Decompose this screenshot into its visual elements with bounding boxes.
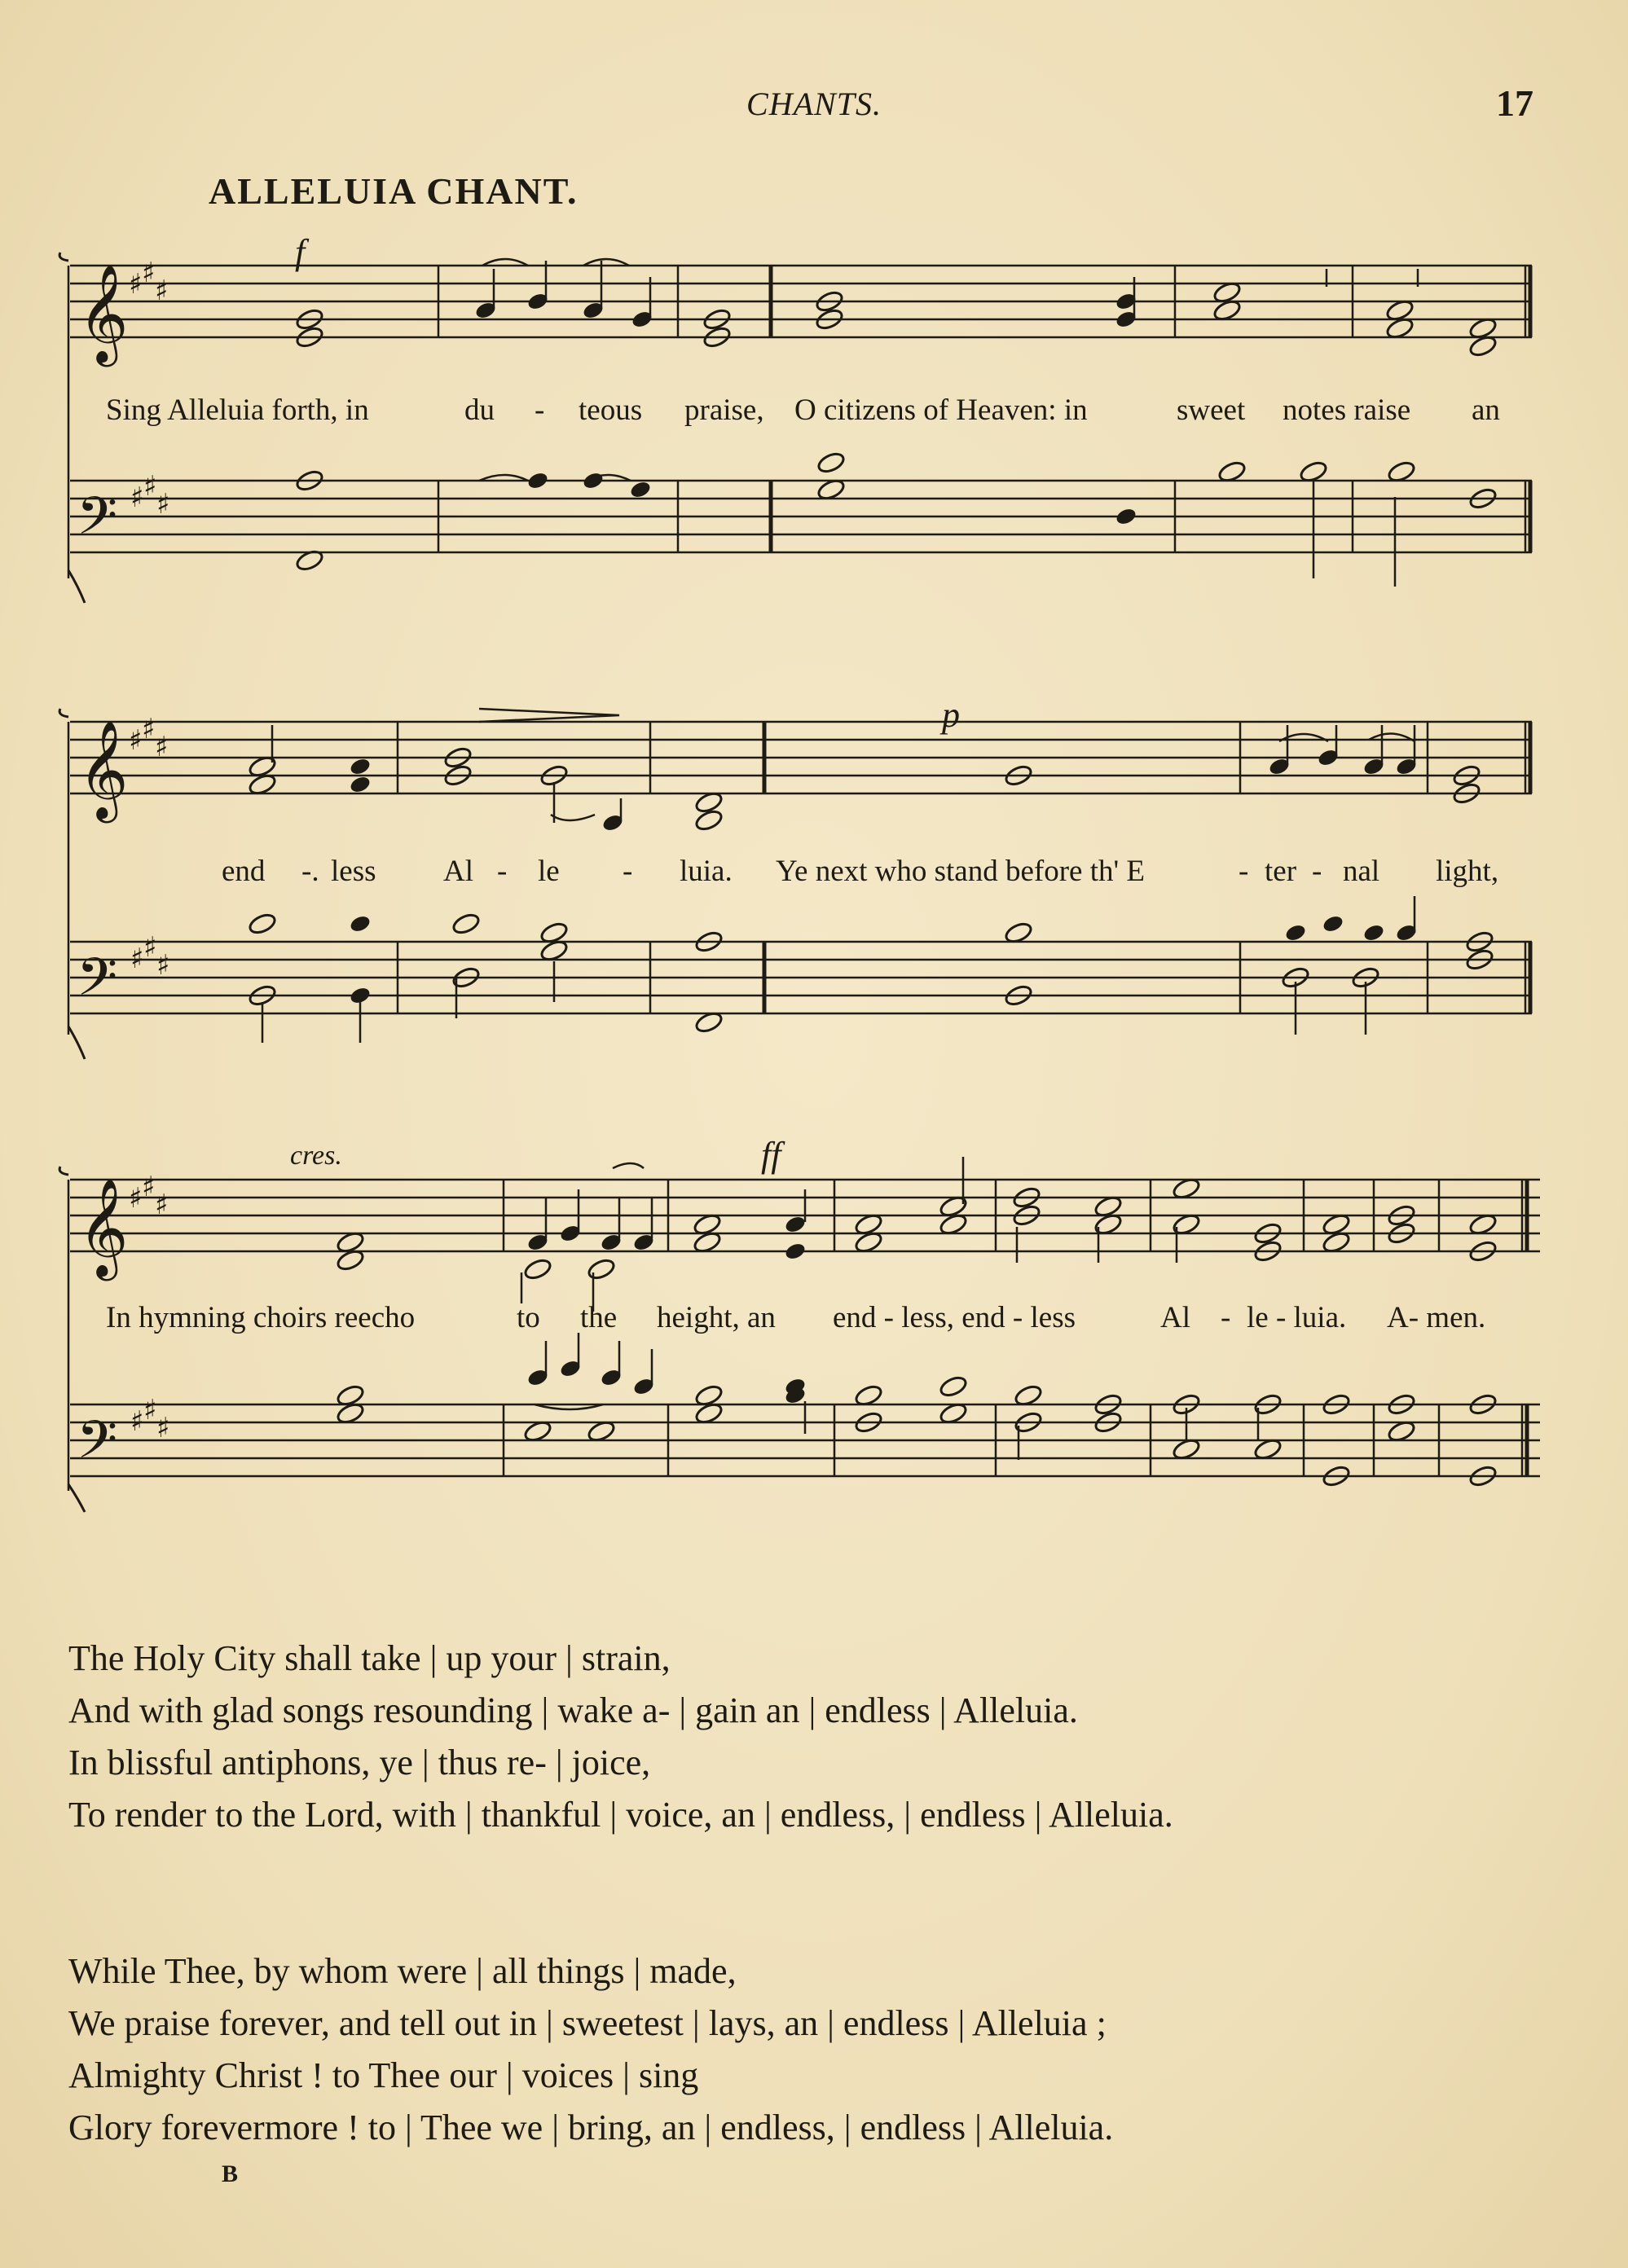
piece-title: ALLELUIA CHANT. [209,170,579,212]
lyric: Al [1160,1301,1190,1334]
lyric: - [1239,855,1249,888]
dynamic-mark: f [295,232,306,272]
svg-text:♯: ♯ [142,257,156,289]
lyric: praise, [684,393,764,427]
verse-line: We praise forever, and tell out in | sweetest | lays, an | endless | Alleluia ; [68,2003,1107,2043]
svg-text:♯: ♯ [143,470,157,503]
page-number: 17 [1496,82,1533,124]
music-system-1 [0,232,1628,611]
lyric: - [535,393,545,427]
lyric: - [623,855,633,888]
svg-text:♯: ♯ [143,931,157,964]
lyric: the [580,1301,618,1334]
verse-line: Almighty Christ ! to Thee our | voices | sing [68,2055,699,2095]
svg-text:♯: ♯ [155,731,169,763]
verse-line: While Thee, by whom were | all things | made, [68,1951,737,1991]
lyric: - [497,855,508,888]
lyric: - [1312,855,1322,888]
svg-text:♯: ♯ [155,275,169,307]
lyric: luia. [680,855,733,888]
svg-text:♯: ♯ [143,1394,157,1426]
lyric: teous [579,393,643,427]
svg-text:♯: ♯ [156,949,170,982]
svg-text:𝄞: 𝄞 [78,1177,129,1277]
music-system-2 [0,692,1628,1067]
lyric: - [1221,1301,1231,1334]
verse-line: Glory forevermore ! to | Thee we | bring, an | endless, | endless | Alleluia. [68,2108,1114,2147]
svg-text:♯: ♯ [130,481,144,514]
lyric: height, an [657,1301,776,1334]
lyric: end - less, end - less [833,1301,1076,1334]
svg-text:♯: ♯ [130,943,144,975]
lyric: notes raise [1283,393,1411,427]
verse-1 [68,1633,1173,1841]
svg-text:♯: ♯ [142,1171,156,1203]
lyric: light, [1436,855,1499,888]
lyric: Al [443,855,473,888]
svg-text:♯: ♯ [156,1412,170,1444]
verse-2 [68,1945,1113,2154]
svg-text:𝄞: 𝄞 [78,719,129,819]
signature-mark: B [222,2160,239,2187]
lyric: less [331,855,376,888]
lyric: A- men. [1387,1301,1486,1334]
svg-text:♯: ♯ [130,1405,144,1438]
svg-text:♯: ♯ [155,1189,169,1221]
dynamic-mark: p [942,695,960,735]
lyric: an [1472,393,1500,427]
verse-line: In blissful antiphons, ye | thus re- | joice, [68,1743,651,1782]
svg-text:𝄞: 𝄞 [78,263,129,363]
svg-text:♯: ♯ [142,713,156,745]
svg-text:♯: ♯ [129,268,143,301]
lyric: nal [1343,855,1380,888]
lyric: le [538,855,560,888]
svg-text:♯: ♯ [129,1182,143,1215]
verse-line: The Holy City shall take | up your | strain, [68,1638,671,1678]
lyric: O citizens of Heaven: in [794,393,1088,427]
lyric: sweet [1177,393,1246,427]
lyric: ter [1265,855,1297,888]
dynamic-mark-cres: cres. [290,1141,342,1171]
svg-text:𝄢: 𝄢 [77,1410,118,1483]
lyric: to [517,1301,540,1334]
svg-text:𝄢: 𝄢 [77,486,118,560]
verse-line: To render to the Lord, with | thankful | voice, an | endless, | endless | Alleluia. [68,1795,1173,1835]
svg-text:♯: ♯ [156,488,170,521]
verse-line: And with glad songs resounding | wake a- | gain an | endless | Alleluia. [68,1690,1078,1730]
lyric: end [222,855,266,888]
lyric: du [464,393,495,427]
svg-text:♯: ♯ [129,724,143,757]
svg-text:𝄢: 𝄢 [77,947,118,1021]
lyric: -. [301,855,319,888]
dynamic-mark-ff: ff [761,1135,781,1175]
running-head: CHANTS. [746,86,882,122]
lyric: Sing Alleluia forth, in [106,393,369,427]
lyric: Ye next who stand before th' E [776,855,1145,888]
music-system-3 [0,1135,1628,1515]
lyric: In hymning choirs reecho [106,1301,416,1334]
lyric: le - luia. [1247,1301,1347,1334]
